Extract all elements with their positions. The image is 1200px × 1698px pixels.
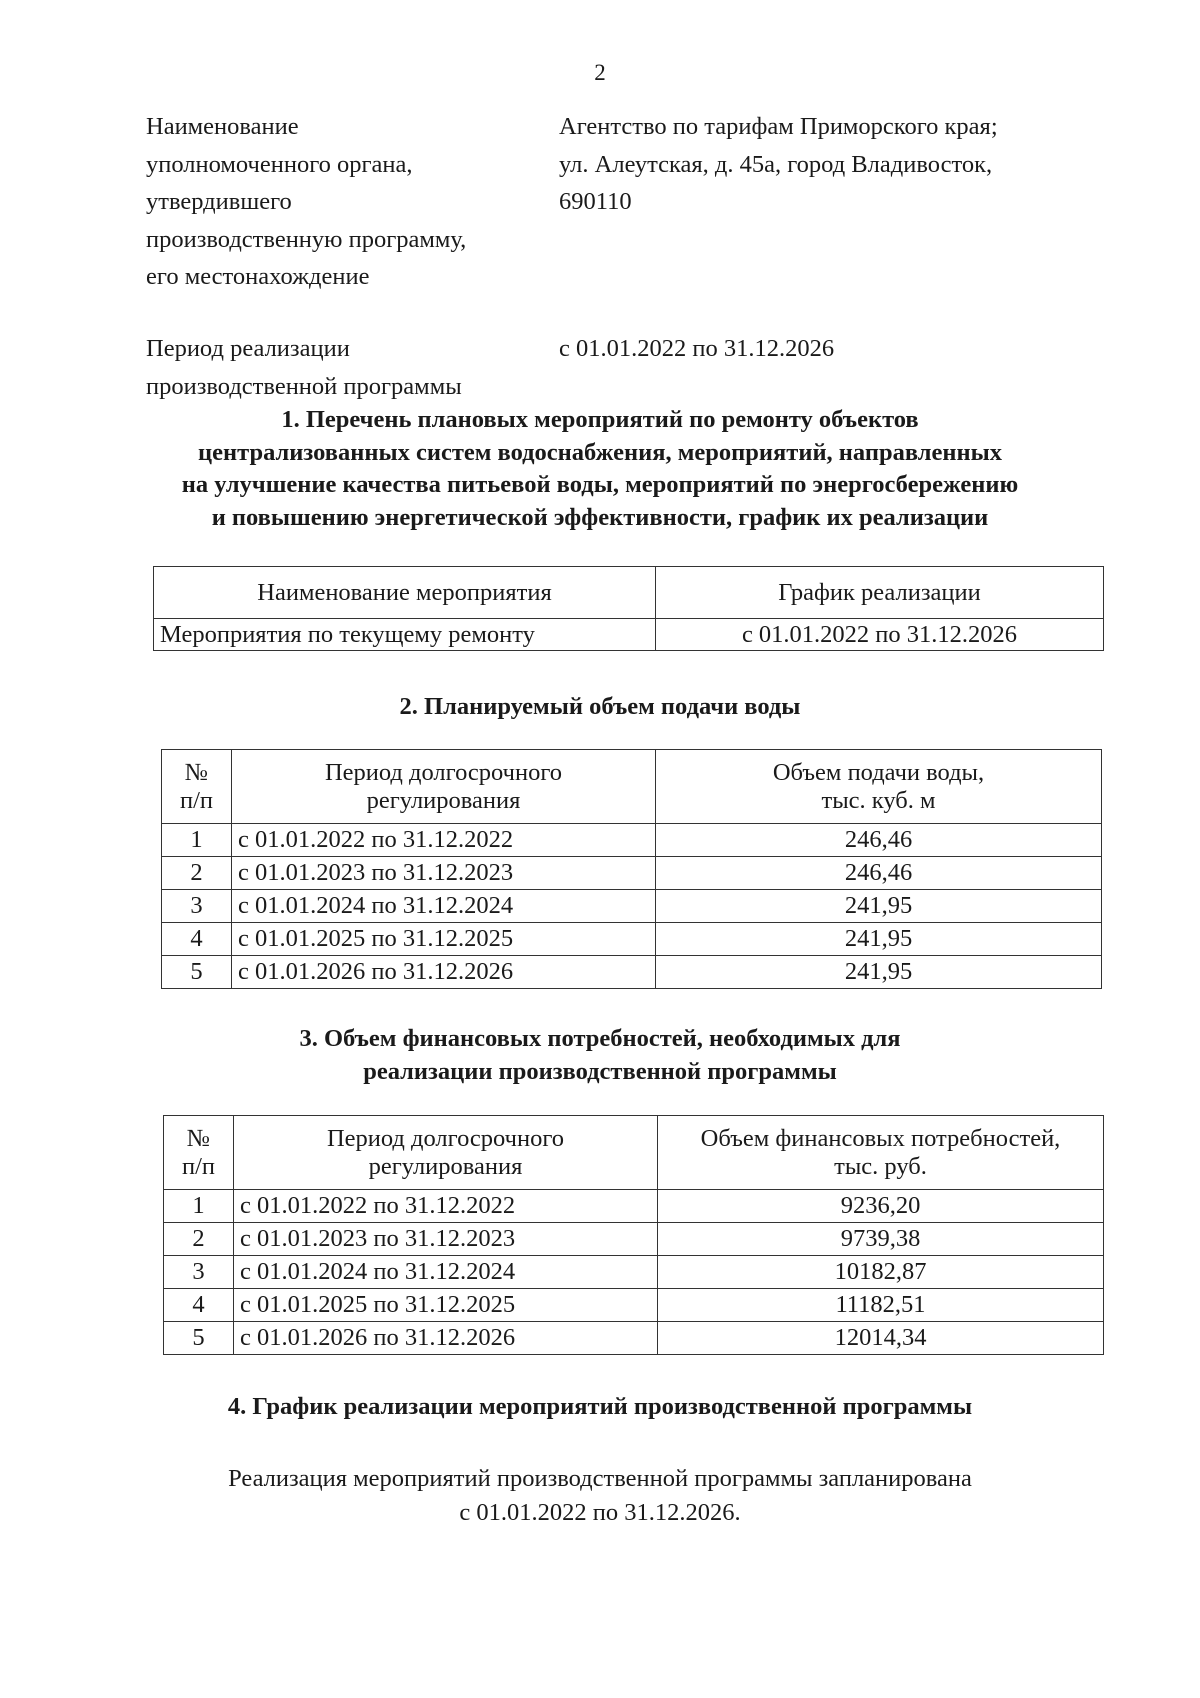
authority-value-line: Агентство по тарифам Приморского края;: [559, 113, 998, 140]
schedule-cell: с 01.01.2022 по 31.12.2026: [656, 619, 1104, 651]
table-row: [154, 619, 1104, 651]
section-3-heading: [0, 1023, 1200, 1088]
row-number-cell: 1: [162, 824, 232, 857]
row-number-cell: 3: [164, 1256, 234, 1289]
value-cell: 246,46: [656, 824, 1102, 857]
authority-label-line: утвердившего: [146, 188, 292, 215]
period-label-line: производственной программы: [146, 372, 462, 400]
activities-table: [153, 566, 1104, 651]
closing-text: [0, 1462, 1200, 1530]
closing-text-line: Реализация мероприятий производственной программы запланирована: [228, 1465, 972, 1492]
column-header-num: [164, 1116, 234, 1190]
period-cell: с 01.01.2026 по 31.12.2026: [234, 1322, 658, 1355]
header-line: Объем финансовых потребностей,: [700, 1124, 1061, 1152]
value-cell: 9236,20: [658, 1190, 1104, 1223]
header-line: №: [184, 758, 209, 786]
column-header: График реализации: [656, 567, 1104, 619]
table-row: [162, 824, 1102, 857]
period-label: [146, 330, 546, 405]
water-supply-table: [161, 749, 1102, 989]
period-label-line: Период реализации: [146, 335, 350, 362]
table-row: [164, 1289, 1104, 1322]
header-line: регулирования: [368, 1152, 523, 1180]
header-line: Период долгосрочного: [324, 758, 563, 786]
authority-value: [559, 108, 1099, 221]
row-number-cell: 5: [162, 956, 232, 989]
period-cell: с 01.01.2025 по 31.12.2025: [234, 1289, 658, 1322]
period-value: с 01.01.2022 по 31.12.2026: [559, 335, 835, 362]
period-cell: с 01.01.2025 по 31.12.2025: [232, 923, 656, 956]
activity-name-cell: Мероприятия по текущему ремонту: [154, 619, 656, 651]
value-cell: 241,95: [656, 956, 1102, 989]
value-cell: 9739,38: [658, 1223, 1104, 1256]
table-row: [164, 1190, 1104, 1223]
value-cell: 11182,51: [658, 1289, 1104, 1322]
row-number-cell: 1: [164, 1190, 234, 1223]
period-cell: с 01.01.2023 по 31.12.2023: [234, 1223, 658, 1256]
authority-label-line: его местонахождение: [146, 263, 370, 290]
financial-needs-table: [163, 1115, 1104, 1355]
table-row: [164, 1322, 1104, 1355]
column-header-value: [658, 1116, 1104, 1190]
column-header: Наименование мероприятия: [154, 567, 656, 619]
table-row: [164, 1223, 1104, 1256]
column-header-period: [234, 1116, 658, 1190]
value-cell: 12014,34: [658, 1322, 1104, 1355]
row-number-cell: 4: [164, 1289, 234, 1322]
header-line: Объем подачи воды,: [772, 758, 985, 786]
value-cell: 246,46: [656, 857, 1102, 890]
row-number-cell: 4: [162, 923, 232, 956]
row-number-cell: 3: [162, 890, 232, 923]
table-row: [162, 890, 1102, 923]
column-header-period: [232, 750, 656, 824]
period-cell: с 01.01.2026 по 31.12.2026: [232, 956, 656, 989]
section-2-heading: 2. Планируемый объем подачи воды: [399, 693, 801, 720]
header-line: Период долгосрочного: [326, 1124, 565, 1152]
row-number-cell: 2: [162, 857, 232, 890]
heading-line: на улучшение качества питьевой воды, мероприятий по энергосбережению: [181, 471, 1019, 498]
table-row: [162, 956, 1102, 989]
header-line: п/п: [179, 786, 214, 814]
header-line: тыс. куб. м: [821, 786, 936, 814]
column-header-num: [162, 750, 232, 824]
authority-label-line: производственную программу,: [146, 225, 467, 253]
header-line: №: [186, 1124, 211, 1152]
authority-label: [146, 108, 546, 296]
section-1-heading: [0, 404, 1200, 534]
period-cell: с 01.01.2022 по 31.12.2022: [232, 824, 656, 857]
authority-value-line: ул. Алеутская, д. 45а, город Владивосток,: [559, 150, 993, 178]
table-row: [162, 923, 1102, 956]
closing-text-line: с 01.01.2022 по 31.12.2026.: [459, 1499, 741, 1526]
value-cell: 10182,87: [658, 1256, 1104, 1289]
heading-line: 1. Перечень плановых мероприятий по ремонту объектов: [281, 406, 919, 433]
table-header-row: [164, 1116, 1104, 1190]
column-header-value: [656, 750, 1102, 824]
authority-label-line: уполномоченного органа,: [146, 150, 413, 178]
row-number-cell: 2: [164, 1223, 234, 1256]
section-4-heading: 4. График реализации мероприятий производственной программы: [227, 1393, 973, 1420]
heading-line: и повышению энергетической эффективности, график их реализации: [211, 503, 989, 531]
period-cell: с 01.01.2022 по 31.12.2022: [234, 1190, 658, 1223]
value-cell: 241,95: [656, 890, 1102, 923]
row-number-cell: 5: [164, 1322, 234, 1355]
period-cell: с 01.01.2024 по 31.12.2024: [234, 1256, 658, 1289]
heading-line: централизованных систем водоснабжения, мероприятий, направленных: [198, 438, 1002, 466]
page-number: 2: [594, 60, 606, 85]
table-row: [164, 1256, 1104, 1289]
period-cell: с 01.01.2024 по 31.12.2024: [232, 890, 656, 923]
authority-value-line: 690110: [559, 188, 632, 215]
table-row: [162, 857, 1102, 890]
heading-line: 3. Объем финансовых потребностей, необходимых для: [299, 1025, 901, 1052]
header-line: регулирования: [366, 786, 521, 814]
header-line: п/п: [181, 1152, 216, 1180]
heading-line: реализации производственной программы: [363, 1057, 837, 1085]
period-cell: с 01.01.2023 по 31.12.2023: [232, 857, 656, 890]
header-line: тыс. руб.: [834, 1152, 927, 1180]
table-header-row: [154, 567, 1104, 619]
table-header-row: [162, 750, 1102, 824]
value-cell: 241,95: [656, 923, 1102, 956]
authority-label-line: Наименование: [146, 113, 299, 140]
